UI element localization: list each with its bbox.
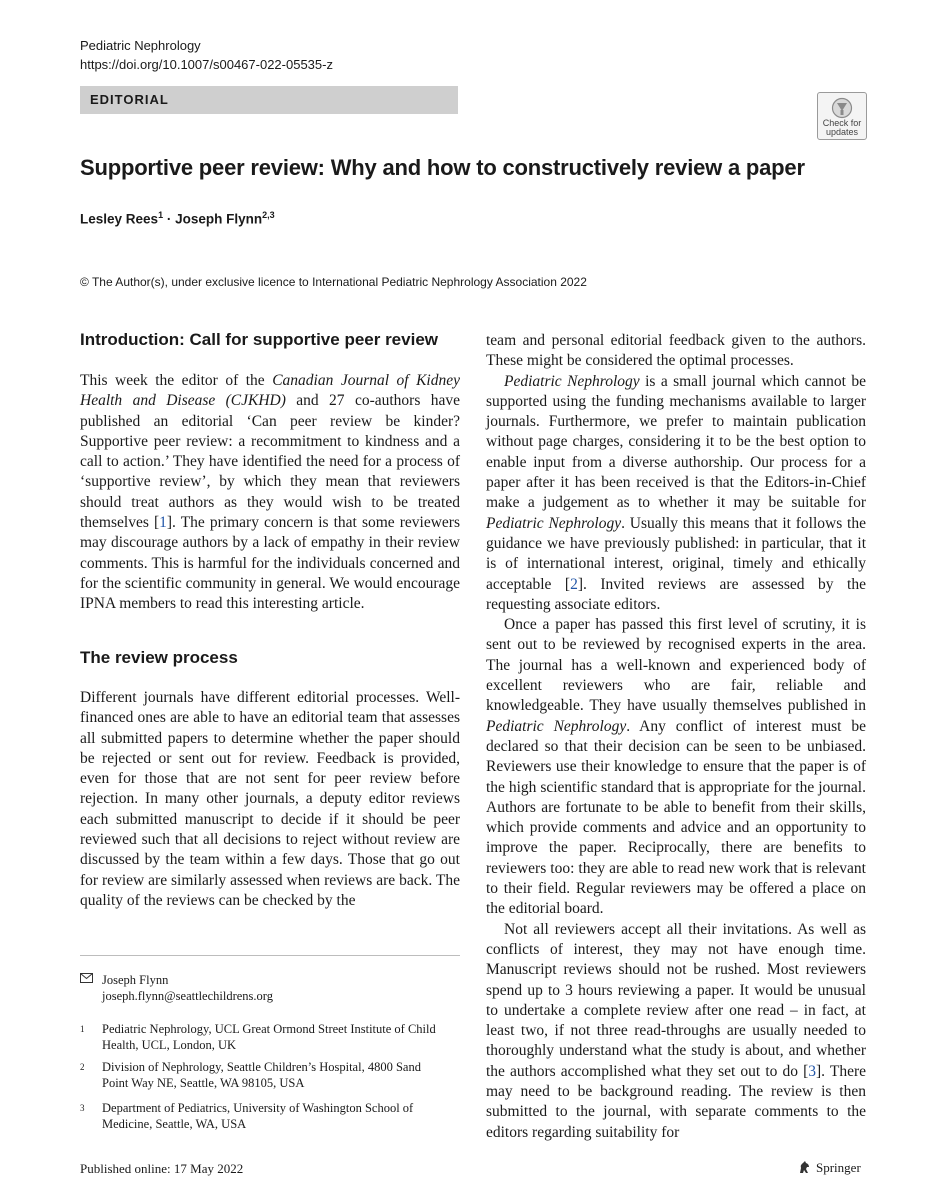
p3-text-1: Once a paper has passed this first level of scrutiny, it is sent out to be reviewed by recognised experts in the area. The journal has a well-known and experienced body of excellent reviewers who are fair, reliable and knowledgeable. They have usually themselves published in: [486, 616, 866, 715]
publisher-logo[interactable]: [797, 1160, 861, 1176]
intro-text-1: This week the editor of the: [80, 372, 273, 389]
check-for-updates-icon: [831, 97, 853, 119]
envelope-icon: [80, 973, 93, 983]
article-title: Supportive peer review: Why and how to constructively review a paper: [80, 155, 805, 180]
journal-italic-3: Pediatric Nephrology: [486, 717, 627, 735]
p2-text-2: . Usually this means that it follows the guidance we have previously published: in particular, that it is of international interest, original, timely and ethically acceptable [: [486, 514, 866, 593]
right-paragraph-2: [486, 372, 866, 616]
affiliation-3-number: 3: [80, 1103, 85, 1113]
p3-text-2: . Any conflict of interest must be declared so that their decision can be seen to be unbiased. Reviewers use their knowledge to ensure that the paper is of the high scientific standard that is appropriate for the journal. Authors are fortunate to be able to benefit from their skills, which provide comments and advice and an opportunity to improve the paper. Reciprocally, there are benefits to reviewers too: they are able to read new work that is relevant to their field. Regular reviewers may be offered a place on the editorial board.: [486, 717, 866, 918]
doi-link[interactable]: https://doi.org/10.1007/s00467-022-05535-z: [80, 57, 333, 72]
review-process-heading: The review process: [80, 648, 238, 667]
springer-horse-icon: [797, 1160, 812, 1175]
check-for-updates-badge[interactable]: [817, 92, 867, 140]
citation-link-2[interactable]: 2: [570, 575, 578, 593]
p2-text-3: ]. Invited reviews are assessed by the requesting associate editors.: [486, 575, 866, 613]
contact-name: Joseph Flynn: [102, 973, 169, 987]
affiliation-2-text: Division of Nephrology, Seattle Children’s Hospital, 4800 Sand Point Way NE, Seattle, WA 98105, USA: [102, 1060, 421, 1090]
intro-heading: Introduction: Call for supportive peer review: [80, 330, 438, 349]
journal-name: Pediatric Nephrology: [80, 38, 201, 53]
author-separator: ·: [163, 211, 176, 227]
intro-journal-name: Canadian Journal of Kidney Health and Disease (CJKHD): [80, 372, 461, 410]
citation-link-1[interactable]: 1: [159, 514, 167, 532]
author-flynn-affiliation: 2,3: [262, 210, 275, 220]
intro-text-2: and 27 co-authors have published an editorial ‘Can peer review be kinder? Supportive peer review: a recommitment to kindness and a call to action.’ They have identified the need for a process of ‘supportive review’, by which they mean that reviewers should treat authors as they would wish to be treated themselves [: [80, 392, 460, 532]
badge-line-2: updates: [825, 127, 859, 137]
journal-italic-2: Pediatric Nephrology: [486, 514, 622, 532]
affiliation-1-number: 1: [80, 1024, 85, 1034]
publisher-name: Springer: [816, 1160, 861, 1175]
review-process-paragraph: Different journals have different editorial processes. Well-financed ones are able to have an editorial team that assesses all submitted papers to determine whether the paper should be rejected or sent out for review. Feedback is provided, even for those that are not sent for peer review before rejection. In many other journals, a deputy editor reviews each submitted manuscript to decide if it should be peer reviewed such that all decisions to reject without review are discussed by the team within a few days. Those that go out for review are similarly assessed when reviews are back. The quality of the reviews can be checked by the: [80, 689, 460, 909]
author-flynn[interactable]: Joseph Flynn: [175, 211, 263, 227]
right-paragraph-1: team and personal editorial feedback given to the authors. These might be considered the optimal processes.: [486, 332, 866, 370]
author-rees[interactable]: Lesley Rees: [80, 211, 159, 227]
affiliation-1-text: Pediatric Nephrology, UCL Great Ormond Street Institute of Child Health, UCL, London, UK: [102, 1022, 436, 1052]
author-rees-affiliation: 1: [158, 210, 164, 220]
check-for-updates-text: [818, 119, 866, 137]
section-type-bar: [80, 86, 458, 114]
affiliation-3-text: Department of Pediatrics, University of Washington School of Medicine, Seattle, WA, USA: [102, 1101, 414, 1131]
badge-line-1: Check for: [822, 118, 862, 128]
intro-text-3: ]. The primary concern is that some reviewers may discourage authors by a lack of empathy in their review comments. This is harmful for the individuals concerned and for the scientific community in general. We would encourage IPNA members to read this interesting article.: [80, 514, 460, 613]
author-list: [80, 210, 275, 227]
p2-text-1: is a small journal which cannot be supported using the funding mechanisms available to larger journals. Furthermore, we prefer to maintain publication without page charges, considering it to be the best option to enable input from a diverse authorship. Our process for a paper after it has been received is that the Editors-in-Chief make a judgement as to whether it may be suitable for: [486, 372, 866, 512]
contact-email[interactable]: joseph.flynn@seattlechildrens.org: [102, 989, 273, 1003]
journal-italic-1: Pediatric Nephrology: [504, 372, 640, 390]
intro-paragraph: [80, 371, 460, 615]
citation-link-3[interactable]: 3: [808, 1062, 816, 1080]
published-date: Published online: 17 May 2022: [80, 1161, 244, 1176]
section-type-label: EDITORIAL: [90, 92, 169, 107]
affiliation-2-number: 2: [80, 1062, 85, 1072]
copyright-notice: © The Author(s), under exclusive licence to International Pediatric Nephrology Association 2022: [80, 275, 587, 289]
right-paragraph-3: [486, 615, 866, 919]
p4-text-1: Not all reviewers accept all their invitations. As well as conflicts of interest, they may not have enough time. Manuscript reviews should not be rushed. Most reviewers spend up to 3 hours reviewing a paper. It would be unusual to undertake a complete review after one read – in fact, at least two, if not three read-throughs are usually needed to thoroughly understand what the study is about, and whether the authors accomplished what they set out to do [: [486, 920, 866, 1080]
right-paragraph-4: [486, 920, 866, 1143]
right-column: [486, 331, 866, 1143]
footnote-divider: [80, 955, 460, 956]
p4-text-2: ]. There may need to be background reading. The review is then submitted to the journal, with separate comments to the editors regarding suitability for: [486, 1062, 866, 1141]
